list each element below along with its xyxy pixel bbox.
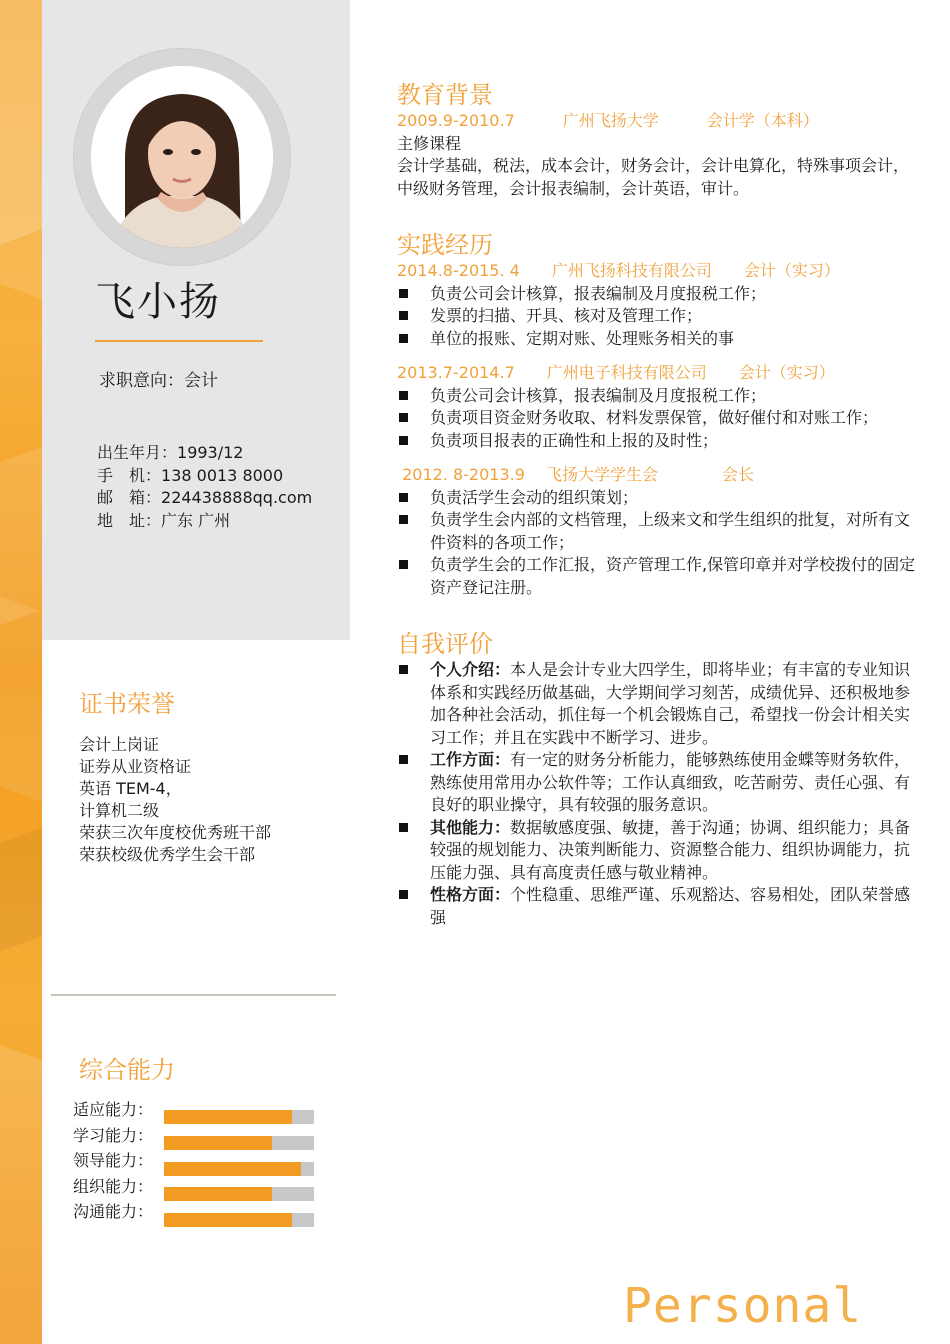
job-intent: 求职意向：会计 [99,371,218,391]
list-item: 单位的报账、定期对账、处理账务相关的事 [397,328,917,351]
skill-bar [164,1213,314,1227]
skills-labels [73,1097,153,1225]
list-item: 英语 TEM-4， [79,779,182,798]
list-item: 负责公司会计核算，报表编制及月度报税工作； [397,283,917,306]
list-item: 荣获三次年度校优秀班干部 [79,823,272,842]
info-phone: 手 机：138 0013 8000 [97,465,284,485]
skills-title: 综合能力 [79,1056,175,1084]
job-duties [397,487,917,600]
education-title: 教育背景 [397,81,493,109]
bullet-square-icon [399,413,408,422]
list-item: 会计上岗证 [79,735,160,754]
bullet-square-icon [399,755,408,764]
footer-word: Personal [623,1278,863,1334]
skill-label: 适应能力： [73,1100,154,1119]
skill-label: 沟通能力： [73,1202,154,1221]
bullet-square-icon [399,560,408,569]
bullet-square-icon [399,493,408,502]
info-address: 地 址：广东 广州 [97,510,231,530]
skill-bar-fill [164,1136,272,1150]
skill-bar [164,1136,314,1150]
bullet-square-icon [399,311,408,320]
cert-list [79,734,271,866]
list-item: 负责活学生会动的组织策划； [397,487,917,510]
bullet-square-icon [399,289,408,298]
bullet-square-icon [399,391,408,400]
skill-label: 学习能力： [73,1125,154,1145]
skill-bar [164,1110,314,1124]
list-item: 计算机二级 [79,801,160,820]
list-item: 个人介绍：本人是会计专业大四学生，即将毕业；有丰富的专业知识体系和实践经历做基础，大学期间学习刻苦，成绩优异、还积极地参加各种社会活动，抓住每一个机会锻炼自己，希望找一份会计相关实习工作；并且在实践中不断学习、进步。 [397,659,917,749]
skill-bar-fill [164,1162,301,1176]
job-head: 2013.7-2014.7 广州电子科技有限公司 会计（实习） [397,363,835,382]
course-list: 会计学基础，税法，成本会计，财务会计，会计电算化，特殊事项会计，中级财务管理，会计报表编制，会计英语，审计。 [397,156,910,198]
evaluation-list [397,659,917,929]
bullet-square-icon [399,823,408,832]
job-duties [397,385,917,453]
certs-title: 证书荣誉 [79,690,175,718]
job-head: 2012. 8-2013.9 飞扬大学学生会 会长 [397,465,755,484]
bullet-square-icon [399,515,408,524]
bullet-square-icon [399,436,408,445]
evaluation-title: 自我评价 [397,630,493,658]
course-title: 主修课程 [397,133,462,153]
list-item: 荣获校级优秀学生会干部 [79,845,256,864]
skill-bar [164,1162,314,1176]
contact-info [97,442,312,532]
name-underline [95,340,263,342]
education-head: 2009.9-2010.7 广州飞扬大学 会计学（本科） [397,111,819,130]
info-birth: 出生年月：1993/12 [97,443,244,462]
job-duties [397,283,917,351]
skill-bar [164,1187,314,1201]
list-item: 发票的扫描、开具、核对及管理工作； [397,305,917,328]
skill-bar-fill [164,1213,292,1227]
list-item: 负责学生会内部的文档管理，上级来文和学生组织的批复，对所有文件资料的各项工作； [397,509,917,554]
skill-bar-fill [164,1187,272,1201]
bullet-square-icon [399,890,408,899]
bullet-square-icon [399,665,408,674]
section-divider [51,994,336,996]
orange-decor-strip [0,0,42,1344]
candidate-name: 飞小扬 [95,279,221,325]
main-content [397,80,917,929]
skill-bar-fill [164,1110,292,1124]
list-item: 负责公司会计核算，报表编制及月度报税工作； [397,385,917,408]
practice-title: 实践经历 [397,231,493,259]
list-item: 负责项目报表的正确性和上报的及时性； [397,430,917,453]
list-item: 负责学生会的工作汇报，资产管理工作,保管印章并对学校拨付的固定资产登记注册。 [397,554,917,599]
list-item: 工作方面：有一定的财务分析能力，能够熟练使用金蝶等财务软件，熟练使用常用办公软件等；工作认真细致，吃苦耐劳、责任心强、有良好的职业操守，具有较强的服务意识。 [397,749,917,817]
info-email: 邮 箱：224438888qq.com [97,488,313,507]
skill-bars [164,1110,314,1239]
skill-label: 组织能力： [73,1176,154,1196]
job-head: 2014.8-2015. 4 广州飞扬科技有限公司 会计（实习） [397,261,840,280]
list-item: 性格方面：个性稳重、思维严谨、乐观豁达、容易相处，团队荣誉感强 [397,884,917,929]
list-item: 证券从业资格证 [79,757,192,776]
skill-label: 领导能力： [73,1151,154,1170]
avatar [91,66,273,248]
bullet-square-icon [399,334,408,343]
list-item: 其他能力：数据敏感度强、敏捷，善于沟通；协调、组织能力；具备较强的规划能力、决策判断能力、资源整合能力、组织协调能力，抗压能力强、具有高度责任感与敬业精神。 [397,817,917,885]
list-item: 负责项目资金财务收取、材料发票保管，做好催付和对账工作； [397,407,917,430]
